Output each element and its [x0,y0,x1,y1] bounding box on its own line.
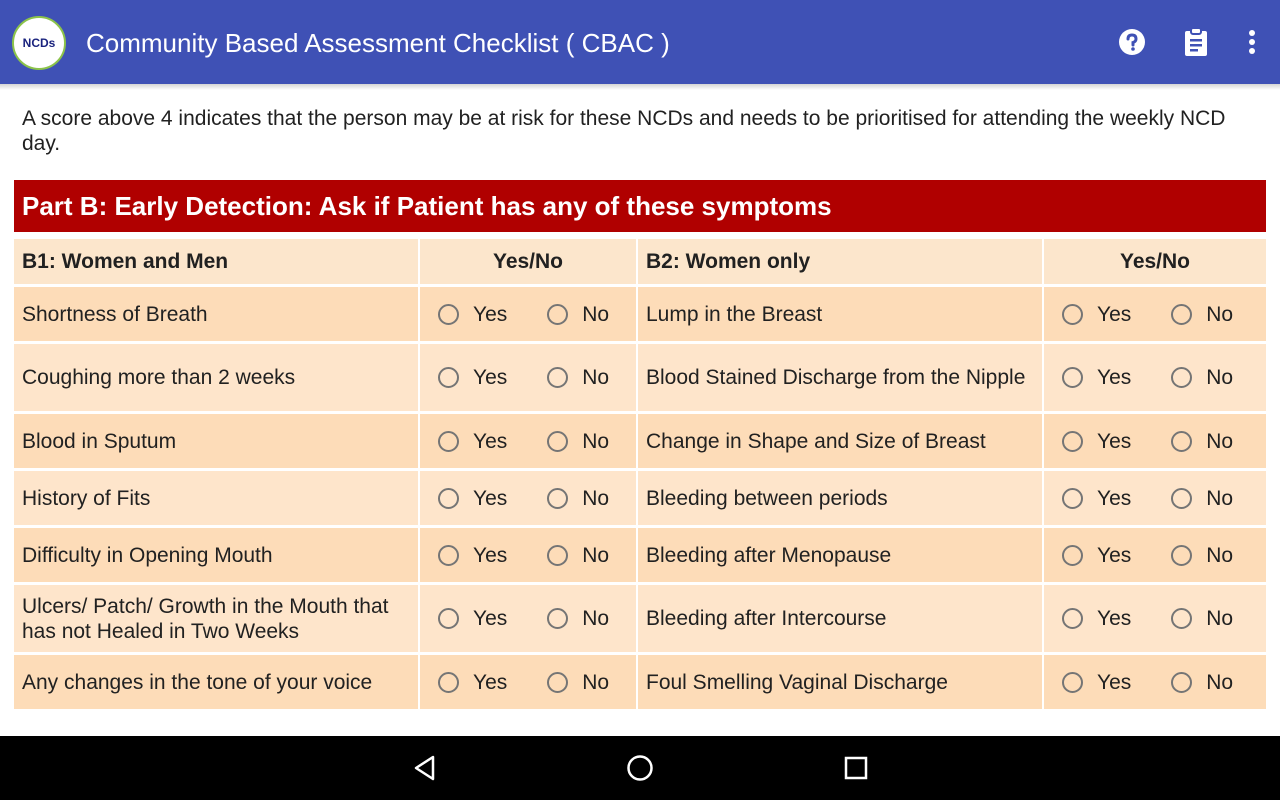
b1-symptom: Blood in Sputum [14,414,420,471]
radio-circle-icon [547,304,568,325]
b1-symptom: History of Fits [14,471,420,528]
b2-symptom: Bleeding after Menopause [638,528,1044,585]
nav-recents-button[interactable] [838,750,874,786]
b2-row-1-yes-radio[interactable] [1062,302,1131,327]
radio-label: Yes [1097,429,1132,453]
app-bar [0,0,1280,84]
radio-label: No [1206,486,1234,510]
radio-circle-icon [438,431,459,452]
more-options-button[interactable] [1234,24,1270,60]
b1-row-4-yes-radio[interactable] [438,486,507,511]
radio-circle-icon [547,672,568,693]
section-header: Part B: Early Detection: Ask if Patient has any of these symptoms [14,180,1266,232]
header-b1: B1: Women and Men [14,239,420,287]
radio-circle-icon [547,488,568,509]
b1-row-1-yes-no [420,287,638,344]
b1-row-3-yes-no [420,414,638,471]
b2-symptom: Change in Shape and Size of Breast [638,414,1044,471]
radio-label: No [582,670,610,694]
radio-label: No [582,429,610,453]
radio-label: Yes [473,366,508,389]
b1-symptom: Shortness of Breath [14,287,420,344]
back-icon [411,754,437,782]
b2-row-4-yes-no [1044,471,1266,528]
b1-row-4-yes-no [420,471,638,528]
radio-circle-icon [438,367,459,388]
radio-circle-icon [1171,608,1192,629]
radio-circle-icon [1062,545,1083,566]
risk-note: A score above 4 indicates that the person may be at risk for these NCDs and needs to be prioritised for attending the weekly NCD day. [22,107,1226,155]
help-button[interactable] [1114,24,1150,60]
b1-symptom: Ulcers/ Patch/ Growth in the Mouth that has not Healed in Two Weeks [14,585,420,655]
b2-row-5-no-radio[interactable] [1171,543,1233,568]
radio-circle-icon [1171,367,1192,388]
b2-symptom: Foul Smelling Vaginal Discharge [638,655,1044,712]
radio-circle-icon [438,488,459,509]
clipboard-icon [1182,27,1210,57]
radio-circle-icon [1062,367,1083,388]
radio-circle-icon [547,545,568,566]
radio-circle-icon [1171,431,1192,452]
b1-row-1-no-radio[interactable] [547,302,609,327]
b1-row-6-yes-radio[interactable] [438,606,507,631]
ncds-logo [12,16,66,70]
b1-row-5-yes-radio[interactable] [438,543,507,568]
radio-label: Yes [1097,670,1132,694]
radio-label: No [1206,543,1234,567]
radio-label: No [1206,607,1234,630]
radio-label: Yes [1097,607,1132,630]
radio-circle-icon [438,304,459,325]
b1-row-5-no-radio[interactable] [547,543,609,568]
radio-label: No [1206,429,1234,453]
radio-circle-icon [1062,431,1083,452]
more-vert-icon [1246,28,1258,56]
radio-circle-icon [438,545,459,566]
b1-row-3-yes-radio[interactable] [438,429,507,454]
b2-symptom: Lump in the Breast [638,287,1044,344]
logo-text: NCDs [22,36,56,50]
radio-label: Yes [473,607,508,630]
radio-circle-icon [547,431,568,452]
radio-label: No [1206,302,1234,326]
clipboard-button[interactable] [1178,24,1214,60]
radio-circle-icon [438,672,459,693]
b2-row-7-yes-radio[interactable] [1062,670,1131,695]
home-icon [626,754,654,782]
b2-row-7-yes-no [1044,655,1266,712]
app-bar-shadow [0,84,1280,90]
b1-row-2-yes-radio[interactable] [438,365,507,390]
system-nav-bar [0,736,1280,800]
radio-label: Yes [473,670,508,694]
b1-row-2-yes-no [420,344,638,414]
b1-row-5-yes-no [420,528,638,585]
b2-row-5-yes-radio[interactable] [1062,543,1131,568]
radio-circle-icon [1171,545,1192,566]
b2-row-2-yes-no [1044,344,1266,414]
header-yes-no-b1: Yes/No [420,239,638,287]
radio-circle-icon [1062,672,1083,693]
radio-circle-icon [1171,304,1192,325]
b2-row-3-yes-radio[interactable] [1062,429,1131,454]
radio-circle-icon [547,367,568,388]
radio-label: No [582,543,610,567]
b2-symptom: Blood Stained Discharge from the Nipple [638,344,1044,414]
b2-symptom: Bleeding after Intercourse [638,585,1044,655]
b1-row-2-no-radio[interactable] [547,365,609,390]
radio-label: No [582,302,610,326]
b1-symptom: Coughing more than 2 weeks [14,344,420,414]
radio-label: No [582,366,610,389]
radio-circle-icon [547,608,568,629]
b1-row-4-no-radio[interactable] [547,486,609,511]
recents-icon [844,756,868,780]
b2-row-4-no-radio[interactable] [1171,486,1233,511]
symptoms-table [14,239,1266,712]
page-title: Community Based Assessment Checklist ( CBAC ) [86,28,670,58]
b1-row-3-no-radio[interactable] [547,429,609,454]
radio-label: Yes [473,429,508,453]
header-b2: B2: Women only [638,239,1044,287]
b2-row-2-yes-radio[interactable] [1062,365,1131,390]
radio-label: No [582,607,610,630]
radio-circle-icon [1062,488,1083,509]
nav-home-button[interactable] [622,750,658,786]
b1-row-6-yes-no [420,585,638,655]
radio-circle-icon [1062,304,1083,325]
b2-row-6-yes-no [1044,585,1266,655]
b2-row-4-yes-radio[interactable] [1062,486,1131,511]
b1-row-7-yes-no [420,655,638,712]
b2-row-1-yes-no [1044,287,1266,344]
b2-row-6-no-radio[interactable] [1171,606,1233,631]
help-icon [1117,27,1147,57]
b2-row-5-yes-no [1044,528,1266,585]
radio-circle-icon [1171,672,1192,693]
radio-label: No [582,486,610,510]
b2-symptom: Bleeding between periods [638,471,1044,528]
radio-label: No [1206,670,1234,694]
radio-label: Yes [473,302,508,326]
b1-row-7-yes-radio[interactable] [438,670,507,695]
radio-label: Yes [1097,543,1132,567]
b1-symptom: Any changes in the tone of your voice [14,655,420,712]
nav-back-button[interactable] [406,750,442,786]
b1-row-7-no-radio[interactable] [547,670,609,695]
radio-circle-icon [1062,608,1083,629]
radio-circle-icon [438,608,459,629]
radio-label: Yes [1097,302,1132,326]
radio-label: Yes [473,486,508,510]
radio-label: Yes [1097,486,1132,510]
b2-row-6-yes-radio[interactable] [1062,606,1131,631]
b1-row-6-no-radio[interactable] [547,606,609,631]
header-yes-no-b2: Yes/No [1044,239,1266,287]
radio-label: No [1206,366,1234,389]
radio-label: Yes [473,543,508,567]
radio-circle-icon [1171,488,1192,509]
b2-row-3-no-radio[interactable] [1171,429,1233,454]
radio-label: Yes [1097,366,1132,389]
b1-row-1-yes-radio[interactable] [438,302,507,327]
b2-row-3-yes-no [1044,414,1266,471]
b2-row-7-no-radio[interactable] [1171,670,1233,695]
b1-symptom: Difficulty in Opening Mouth [14,528,420,585]
b2-row-1-no-radio[interactable] [1171,302,1233,327]
b2-row-2-no-radio[interactable] [1171,365,1233,390]
